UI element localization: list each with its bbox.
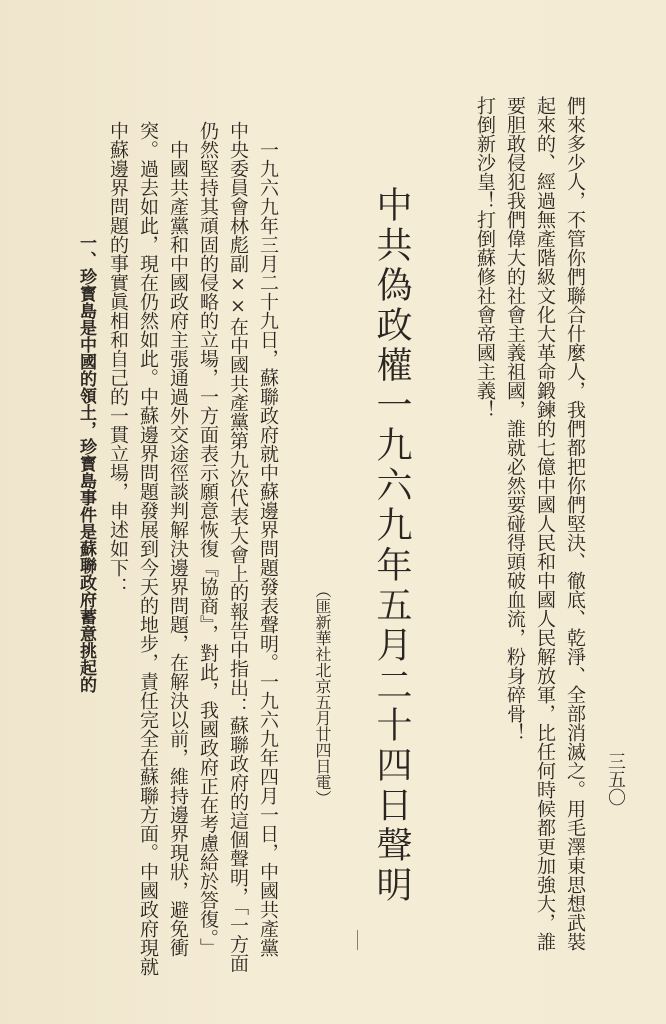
prev-text-line-2: 起來的、經過無產階級文化大革命鍛鍊的七億中國人民和中國人民解放軍，比任何時候都更加強大，誰 [534,96,556,951]
article-line-2: 中央委員會林彪副××在中國共產黨第九次代表大會上的報告中指出：蘇聯政府的這個聲明，「一方面 [227,121,249,973]
article-line-6: 中蘇邊界問題的事實眞相和自己的一貫立場，申述如下： [107,121,129,596]
article-source: （匪新華社北京五月廿四日電） [313,582,332,806]
article-line-1: 一九六九年三月二十九日，蘇聯政府就中蘇邊界問題發表聲明。一九六九年四月一日，中國共產黨 [257,140,279,957]
prev-text-line-1: 們來多少人，不管你們聯合什麼人，我們都把你們堅決、徹底、乾淨、全部消滅之。用毛澤東思想武裝 [564,96,586,951]
prev-text-line-4: 打倒新沙皇！打倒蘇修社會帝國主義！ [474,96,496,419]
article-line-4: 中國共產黨和中國政府主張通過外交途徑談判解決邊界問題，在解決以前，維持邊界現狀，避免衝 [167,140,189,957]
prev-text-line-3: 要胆敢侵犯我們偉大的社會主義祖國，誰就必然要碰得頭破血流，粉身碎骨！ [504,96,526,742]
section-heading: 一、珍寳島是中國的領土，珍寳島事件是蘇聯政府蓄意挑起的 [76,234,96,693]
pencil-mark [357,930,358,950]
article-title: 中共偽政權一九六九年五月二十四日聲明 [371,186,412,906]
article-line-3: 仍然堅持其頑固的侵略的立場，一方面表示願意恢復『協商』，對此，我國政府正在考慮給於答復。」 [197,121,219,957]
article-line-5: 突。過去如此，現在仍然如此。中蘇邊界問題發展到今天的地步，責任完全在蘇聯方面。中國政府現就 [137,121,159,976]
page-number: 三五〇 [605,752,626,806]
